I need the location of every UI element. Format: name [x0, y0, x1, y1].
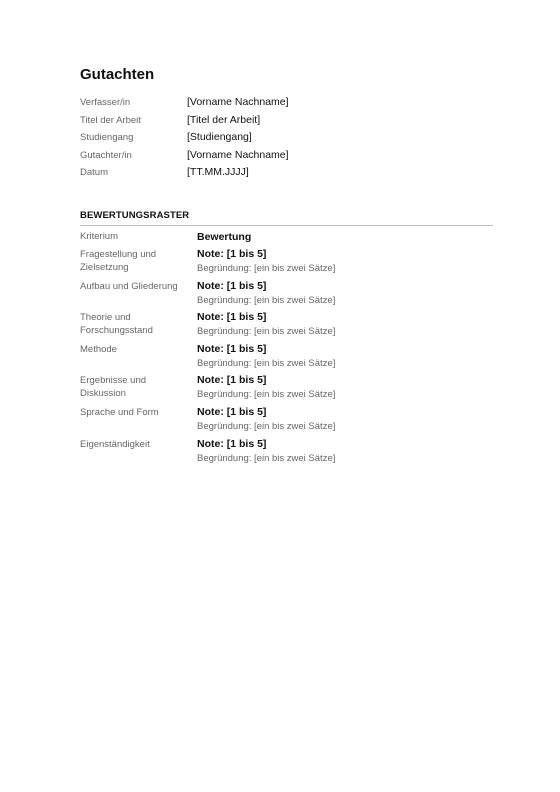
column-header-rating: Bewertung: [197, 231, 252, 243]
column-header-criterion: Kriterium: [80, 231, 119, 242]
grade-text: Note: [1 bis 5]: [197, 342, 267, 355]
meta-row-thesis-title: [80, 112, 493, 130]
criterion-label: Fragestellung und Zielsetzung: [80, 249, 157, 273]
criterion-label: Theorie und Forschungsstand: [80, 312, 153, 337]
meta-label: Datum: [80, 167, 108, 178]
meta-value: [Studiengang]: [187, 131, 252, 143]
grade-text: Note: [1 bis 5]: [197, 311, 267, 324]
criterion-label: Ergebnisse und Diskussion: [80, 375, 147, 400]
table-row: [80, 438, 493, 470]
grade-text: Note: [1 bis 5]: [197, 405, 267, 418]
grade-text: Note: [1 bis 5]: [197, 279, 267, 292]
metadata-block: [80, 94, 493, 182]
table-row: [80, 248, 493, 280]
meta-value: [Vorname Nachname]: [187, 96, 289, 108]
table-row: [80, 343, 493, 375]
reason-text: Begründung: [ein bis zwei Sätze]: [197, 420, 336, 432]
meta-row-program: [80, 129, 493, 147]
meta-label: Titel der Arbeit: [80, 114, 141, 126]
meta-row-reviewer: [80, 147, 493, 165]
table-row: [80, 280, 493, 312]
reason-text: Begründung: [ein bis zwei Sätze]: [197, 389, 336, 401]
criterion-label: Methode: [80, 343, 117, 355]
meta-row-author: [80, 94, 493, 112]
rating-grid: [80, 230, 493, 469]
grade-text: Note: [1 bis 5]: [197, 248, 267, 260]
meta-label: Studiengang: [80, 132, 134, 143]
table-row: [80, 374, 493, 406]
reason-text: Begründung: [ein bis zwei Sätze]: [197, 326, 336, 338]
meta-value: [Titel der Arbeit]: [187, 113, 261, 126]
meta-row-date: [80, 164, 493, 182]
meta-value: [TT.MM.JJJJ]: [187, 166, 249, 178]
reason-text: Begründung: [ein bis zwei Sätze]: [197, 357, 336, 369]
reason-text: Begründung: [ein bis zwei Sätze]: [197, 294, 336, 306]
criterion-label: Eigenständigkeit: [80, 438, 150, 450]
reason-text: Begründung: [ein bis zwei Sätze]: [197, 452, 336, 464]
grade-text: Note: [1 bis 5]: [197, 374, 267, 387]
criterion-label: Aufbau und Gliederung: [80, 280, 178, 292]
meta-value: [Vorname Nachname]: [187, 148, 289, 161]
criterion-label: Sprache und Form: [80, 406, 159, 418]
grid-header-row: [80, 230, 493, 248]
table-row: [80, 406, 493, 438]
grade-text: Note: [1 bis 5]: [197, 437, 267, 450]
table-row: [80, 311, 493, 343]
document-title: Gutachten: [80, 66, 155, 83]
reason-text: Begründung: [ein bis zwei Sätze]: [197, 263, 336, 274]
meta-label: Verfasser/in: [80, 97, 131, 108]
section-heading: BEWERTUNGSRASTER: [80, 210, 493, 226]
meta-label: Gutachter/in: [80, 149, 132, 161]
